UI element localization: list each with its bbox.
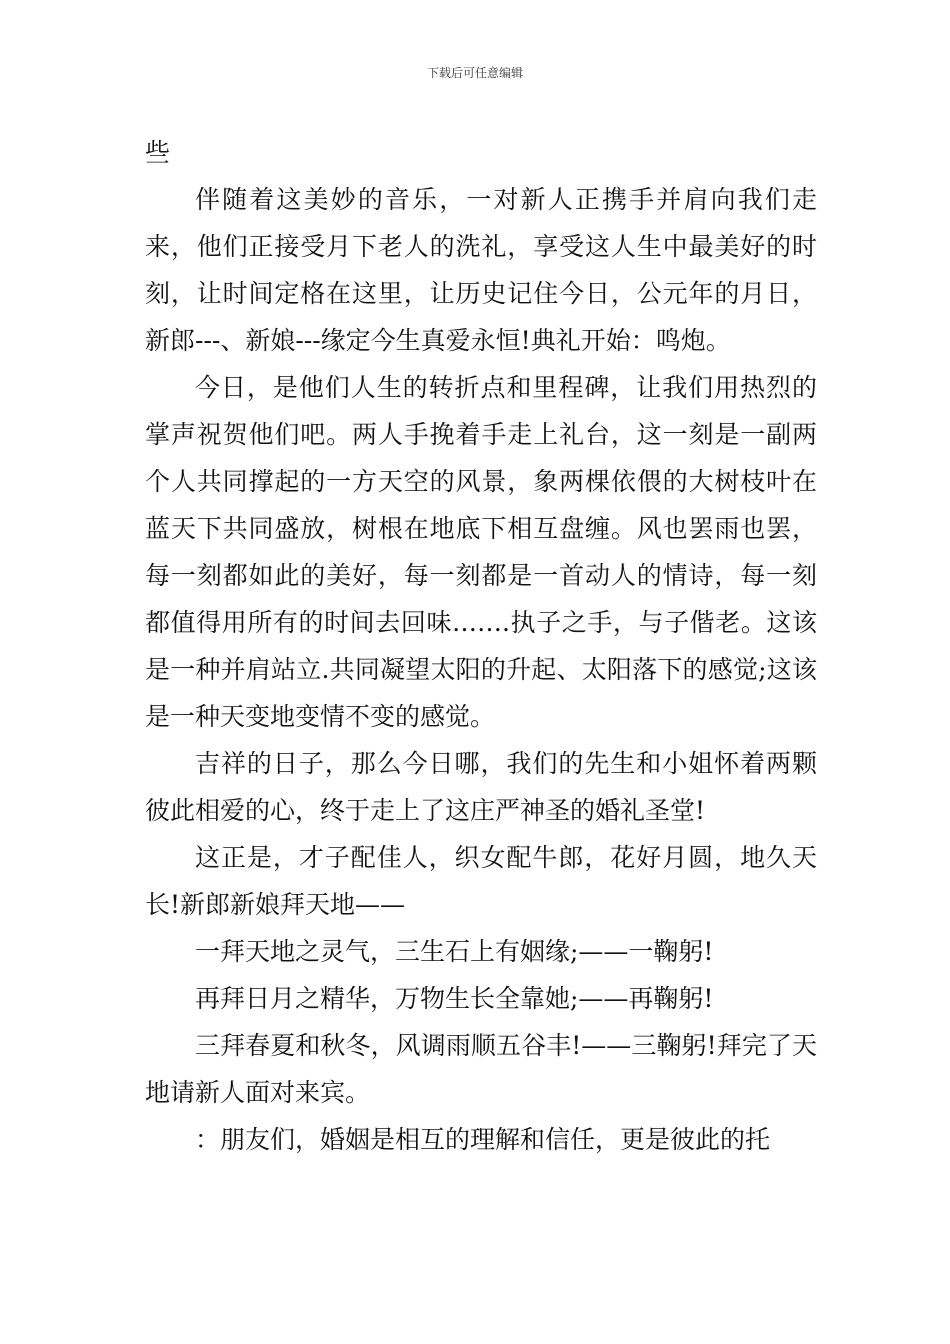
paragraph-3: 今日，是他们人生的转折点和里程碑，让我们用热烈的掌声祝贺他们吧。两人手挽着手走上礼台，这一刻是一副两个人共同撑起的一方天空的风景，象两棵依偎的大树枝叶在蓝天下共同盛放，树根在地底下相互盘缠。风也罢雨也罢，每一刻都如此的美好，每一刻都是一首动人的情诗，每一刻都值得用所有的时间去回味…….执子之手，与子偕老。这该是一种并肩站立.共同凝望太阳的升起、太阳落下的感觉;这该是一种天变地变情不变的感觉。 [145, 373, 817, 731]
document-body [145, 129, 817, 1163]
paragraph-8: 三拜春夏和秋冬，风调雨顺五谷丰!——三鞠躬!拜完了天地请新人面对来宾。 [145, 1031, 817, 1107]
paragraph-1: 些 [145, 138, 171, 167]
paragraph-6: 一拜天地之灵气，三生石上有姻缘;——一鞠躬! [195, 937, 714, 966]
paragraph-7: 再拜日月之精华，万物生长全靠她;——再鞠躬! [195, 984, 714, 1013]
paragraph-5: 这正是，才子配佳人，织女配牛郎，花好月圆，地久天长!新郎新娘拜天地—— [145, 843, 817, 919]
page-header: 下载后可任意编辑 [426, 66, 523, 80]
paragraph-2: 伴随着这美妙的音乐，一对新人正携手并肩向我们走来，他们正接受月下老人的洗礼，享受这人生中最美好的时刻，让时间定格在这里，让历史记住今日，公元年的月日，新郎---、新娘---缘定今生真爱永恒!典礼开始：鸣炮。 [145, 185, 817, 355]
paragraph-4: 吉祥的日子，那么今日哪，我们的先生和小姐怀着两颗彼此相爱的心，终于走上了这庄严神圣的婚礼圣堂! [145, 749, 817, 825]
paragraph-9: ：朋友们，婚姻是相互的理解和信任，更是彼此的托 [195, 1125, 771, 1154]
